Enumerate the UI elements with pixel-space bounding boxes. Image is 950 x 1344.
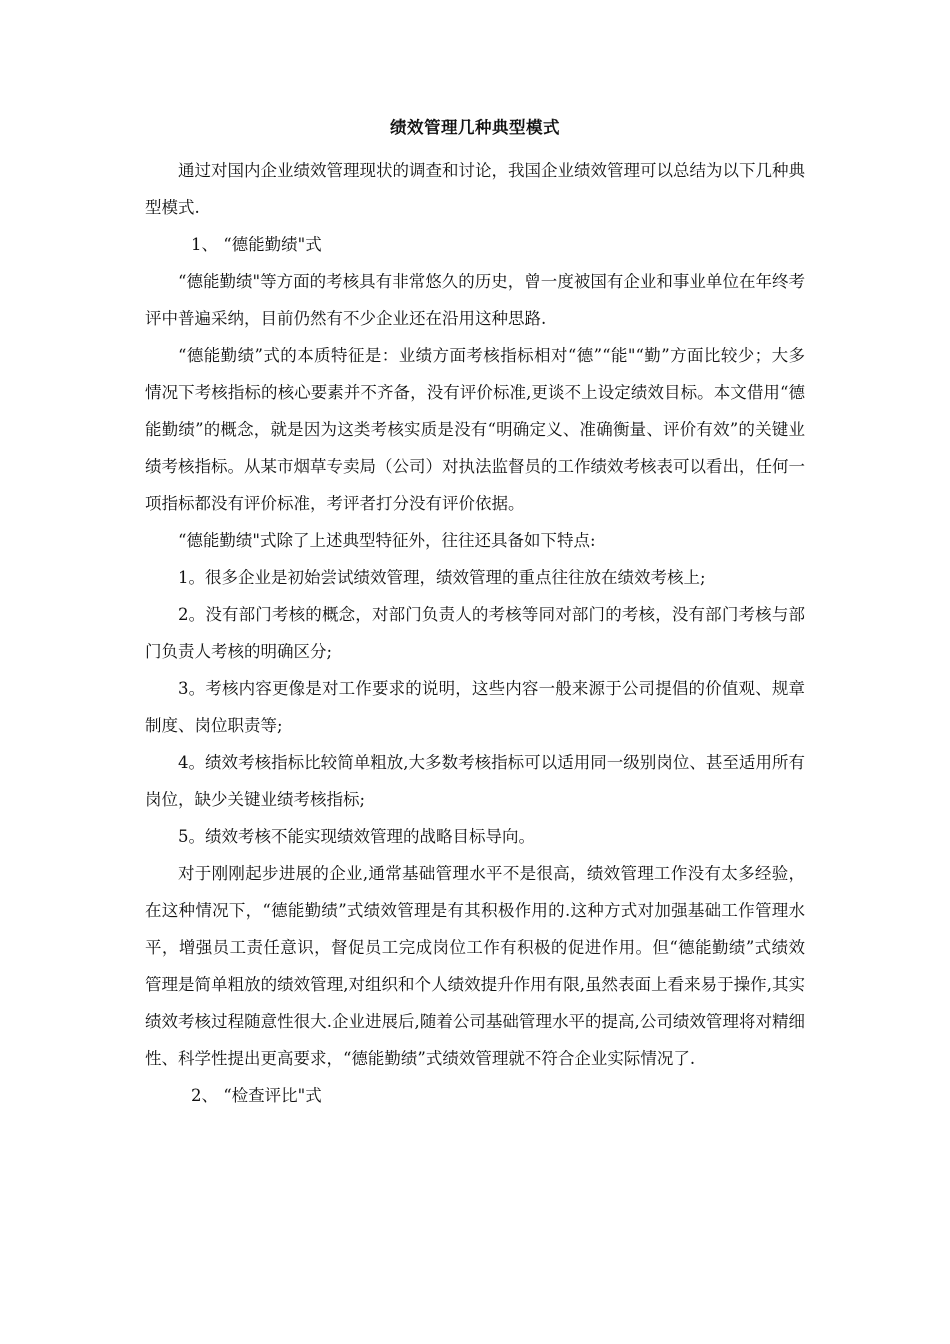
section-heading-2: 2、 “检查评比"式 [191, 1086, 322, 1105]
paragraph-conclusion: 对于刚刚起步进展的企业,通常基础管理水平不是很高，绩效管理工作没有太多经验，在这种情况下，“德能勤绩”式绩效管理是有其积极作用的.这种方式对加强基础工作管理水平，增强员工责任意识，督促员工完成岗位工作有积极的促进作用。但“德能勤绩”式绩效管理是简单粗放的绩效管理,对组织和个人绩效提升作用有限,虽然表面上看来易于操作,其实绩效考核过程随意性很大.企业进展后,随着公司基础管理水平的提高,公司绩效管理将对精细性、科学性提出更高要求，“德能勤绩”式绩效管理就不符合企业实际情况了. [145, 864, 805, 1068]
paragraph-history: “德能勤绩"等方面的考核具有非常悠久的历史，曾一度被国有企业和事业单位在年终考评中普遍采纳，目前仍然有不少企业还在沿用这种思路. [145, 272, 805, 328]
paragraph-features-intro: “德能勤绩"式除了上述典型特征外，往往还具备如下特点: [178, 531, 596, 550]
list-item-4: 4。绩效考核指标比较简单粗放,大多数考核指标可以适用同一级别岗位、甚至适用所有岗位，缺少关键业绩考核指标; [145, 753, 805, 809]
list-item-3: 3。考核内容更像是对工作要求的说明，这些内容一般来源于公司提倡的价值观、规章制度、岗位职责等; [145, 679, 805, 735]
document-title: 绩效管理几种典型模式 [390, 118, 560, 137]
list-item-1: 1。很多企业是初始尝试绩效管理，绩效管理的重点往往放在绩效考核上; [178, 568, 706, 587]
paragraph-essence: “德能勤绩”式的本质特征是：业绩方面考核指标相对“德”“能"“勤”方面比较少；大多情况下考核指标的核心要素并不齐备，没有评价标准,更谈不上设定绩效目标。本文借用“德能勤绩”的概念，就是因为这类考核实质是没有“明确定义、准确衡量、评价有效”的关键业绩考核指标。从某市烟草专卖局（公司）对执法监督员的工作绩效考核表可以看出，任何一项指标都没有评价标准，考评者打分没有评价依据。 [145, 346, 805, 513]
list-item-5: 5。绩效考核不能实现绩效管理的战略目标导向。 [178, 827, 535, 846]
paragraph-intro: 通过对国内企业绩效管理现状的调查和讨论，我国企业绩效管理可以总结为以下几种典型模式. [145, 161, 805, 217]
list-item-2: 2。没有部门考核的概念，对部门负责人的考核等同对部门的考核，没有部门考核与部门负责人考核的明确区分; [145, 605, 805, 661]
document-page [145, 118, 805, 1114]
section-heading-1: 1、 “德能勤绩"式 [191, 235, 322, 254]
